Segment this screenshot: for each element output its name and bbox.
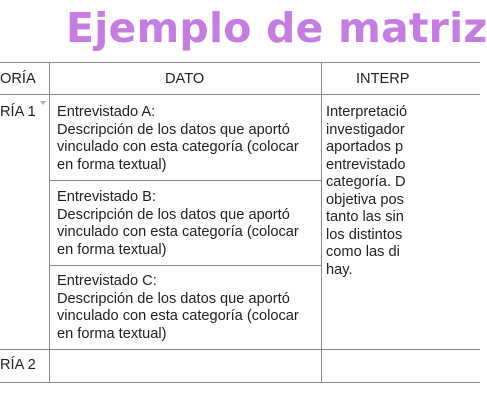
description-line: Descripción de los datos que aportó [57, 121, 290, 138]
interpretation-cell [326, 104, 407, 279]
interpretation-line: los distintos [326, 226, 403, 243]
interpretation-line: categoría. D [326, 174, 406, 190]
description-line: Descripción de los datos que aportó [57, 290, 290, 307]
interpretation-line: aportados p [326, 139, 404, 155]
description-line: vinculado con esta categoría (colocar [57, 308, 299, 324]
interpretation-line: investigador [326, 121, 405, 138]
data-cell [57, 189, 299, 259]
table-border-bottom [0, 382, 480, 383]
table-border-top [0, 62, 480, 63]
interpretation-line: entrevistado [326, 156, 406, 173]
column-divider-1 [49, 62, 50, 383]
category-label: RÍA 2 [0, 357, 36, 373]
description-line: en forma textual) [57, 241, 167, 258]
dropdown-arrow-icon [40, 101, 46, 105]
row-divider [49, 265, 321, 266]
interpretation-line: hay. [326, 261, 353, 278]
header-category: ORÍA [0, 71, 36, 87]
data-cell [57, 104, 299, 174]
header-data: DATO [165, 71, 205, 87]
description-line: vinculado con esta categoría (colocar [57, 224, 299, 240]
matrix-table [0, 62, 480, 400]
interviewee-label: Entrevistado A: [57, 104, 156, 120]
description-line: vinculado con esta categoría (colocar [57, 139, 299, 155]
interpretation-line: Interpretació [326, 104, 408, 120]
description-line: en forma textual) [57, 325, 167, 342]
category-label: RÍA 1 [0, 104, 36, 120]
description-line: Descripción de los datos que aportó [57, 206, 290, 223]
interviewee-label: Entrevistado C: [57, 273, 157, 289]
category-divider [0, 349, 480, 350]
interpretation-line: tanto las sin [326, 209, 404, 225]
interpretation-line: como las di [326, 244, 400, 260]
header-interpretation: INTERP [356, 71, 410, 87]
row-divider [49, 180, 321, 181]
data-cell [57, 273, 299, 343]
column-divider-2 [321, 62, 322, 383]
header-divider [0, 94, 480, 95]
interviewee-label: Entrevistado B: [57, 189, 156, 205]
interpretation-line: objetiva pos [326, 191, 404, 208]
page-title: Ejemplo de matriz [66, 4, 487, 52]
description-line: en forma textual) [57, 156, 167, 173]
